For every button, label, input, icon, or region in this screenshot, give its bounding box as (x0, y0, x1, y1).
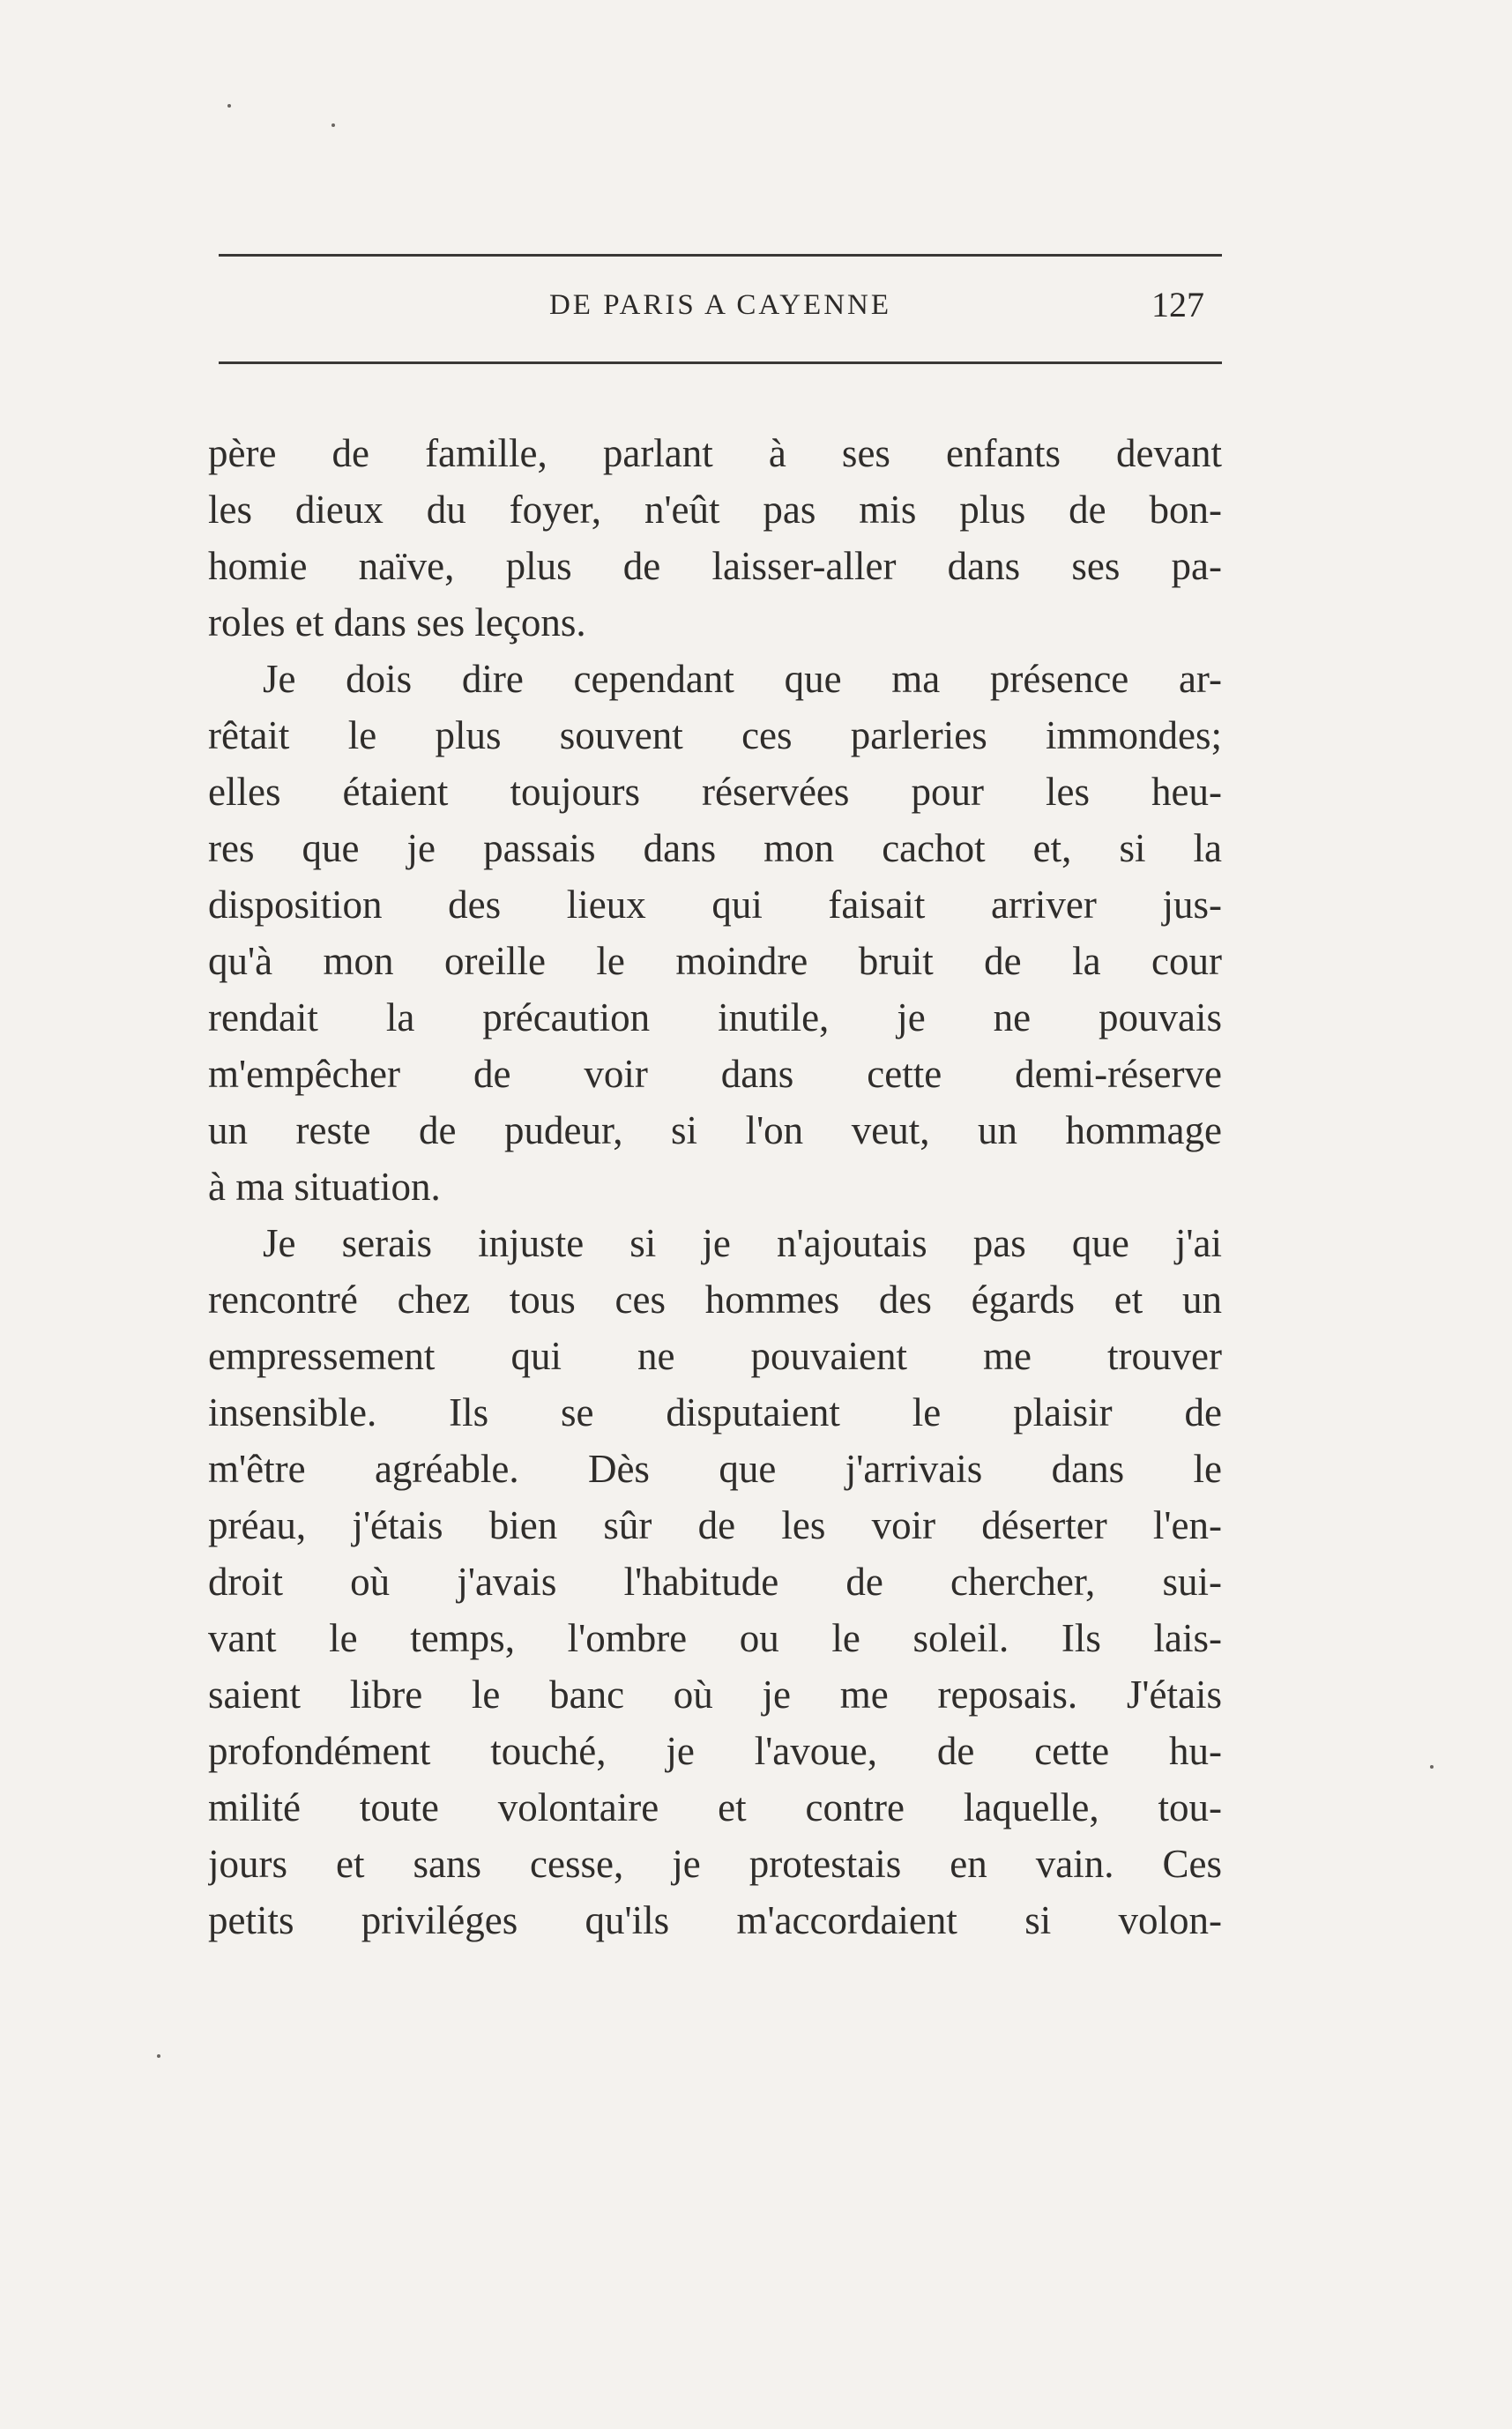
running-head (219, 284, 1222, 337)
text-line: jours et sans cesse, je protestais en vain. Ces (208, 1842, 1222, 1886)
paper-speck (157, 2054, 160, 2058)
page-number: 127 (1151, 285, 1204, 324)
text-line: empressement qui ne pouvaient me trouver (208, 1334, 1222, 1378)
text-line: homie naïve, plus de laisser-aller dans ses pa- (208, 544, 1222, 588)
text-line: milité toute volontaire et contre laquelle, tou- (208, 1785, 1222, 1829)
paragraph-3 (208, 1215, 1222, 1948)
text-line: rêtait le plus souvent ces parleries immondes; (208, 713, 1222, 757)
text-line: droit où j'avais l'habitude de chercher, sui- (208, 1560, 1222, 1604)
text-line: rencontré chez tous ces hommes des égards et un (208, 1278, 1222, 1322)
text-line: petits priviléges qu'ils m'accordaient si volon- (208, 1898, 1222, 1942)
text-line: m'empêcher de voir dans cette demi-réserve (208, 1052, 1222, 1096)
text-line: roles et dans ses leçons. (208, 600, 586, 645)
running-title: DE PARIS A CAYENNE (548, 289, 892, 321)
text-line: Je dois dire cependant que ma présence ar- (263, 657, 1222, 701)
body-text (208, 425, 1222, 1948)
text-line: un reste de pudeur, si l'on veut, un hommage (208, 1108, 1222, 1152)
header-top-rule (219, 254, 1222, 257)
header-bottom-rule (219, 361, 1222, 364)
text-line: père de famille, parlant à ses enfants devant (208, 431, 1222, 475)
paragraph-2 (208, 651, 1222, 1215)
text-line: res que je passais dans mon cachot et, si la (208, 826, 1222, 870)
paragraph-1 (208, 425, 1222, 651)
text-line: préau, j'étais bien sûr de les voir déserter l'en- (208, 1503, 1222, 1547)
text-line: rendait la précaution inutile, je ne pouvais (208, 995, 1222, 1039)
text-line: insensible. Ils se disputaient le plaisir de (208, 1390, 1222, 1434)
text-line: saient libre le banc où je me reposais. J'étais (208, 1673, 1222, 1717)
text-line: m'être agréable. Dès que j'arrivais dans le (208, 1447, 1222, 1491)
text-line: à ma situation. (208, 1165, 441, 1209)
text-line: Je serais injuste si je n'ajoutais pas que j'ai (263, 1221, 1222, 1265)
text-line: profondément touché, je l'avoue, de cette hu- (208, 1729, 1222, 1773)
text-line: disposition des lieux qui faisait arriver jus- (208, 883, 1222, 927)
text-line: qu'à mon oreille le moindre bruit de la cour (208, 939, 1222, 983)
paper-speck (331, 123, 335, 127)
text-line: les dieux du foyer, n'eût pas mis plus de bon- (208, 488, 1222, 532)
text-line: elles étaient toujours réservées pour les heu- (208, 770, 1222, 814)
paper-speck (1430, 1765, 1434, 1769)
paper-speck (227, 104, 231, 108)
text-line: vant le temps, l'ombre ou le soleil. Ils lais- (208, 1616, 1222, 1660)
